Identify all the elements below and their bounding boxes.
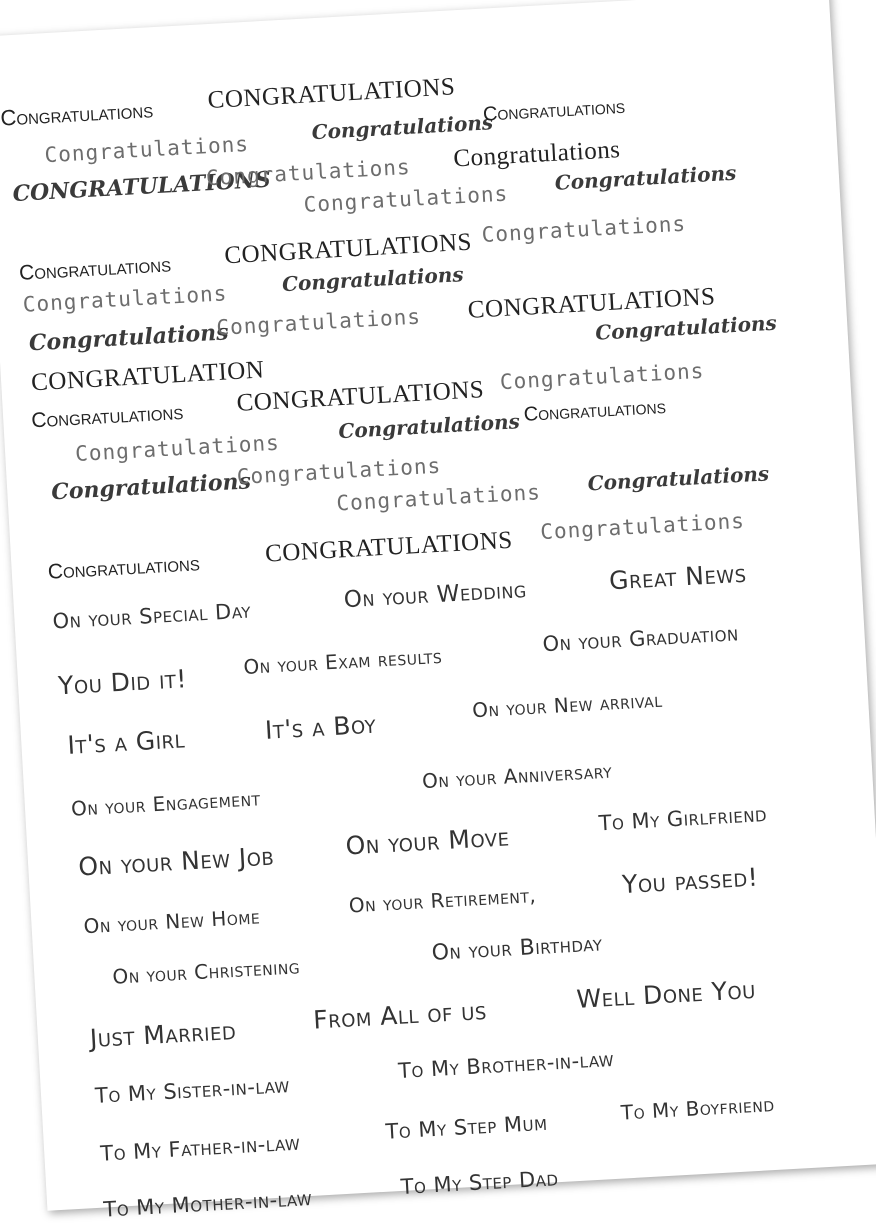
phrase-label: To My Brother-in-law [397, 1046, 615, 1083]
phrase-label: To My Sister-in-law [94, 1073, 291, 1108]
phrase-label: To My Step Mum [384, 1110, 549, 1144]
phrase-label: It's a Boy [264, 709, 377, 745]
phrase-label: On your Graduation [541, 621, 740, 657]
congrats-label: CONGRATULATIONS [223, 228, 473, 270]
congrats-label: Congratulations [74, 430, 281, 467]
congrats-label: Congratulations [30, 400, 184, 433]
phrase-label: You passed! [621, 862, 759, 900]
phrase-label: Well Done You [575, 974, 757, 1014]
congrats-label: Congratulations [539, 508, 746, 545]
phrase-label: To My Girlfriend [598, 801, 768, 836]
phrase-label: To My Step Dad [400, 1166, 560, 1199]
phrase-label: Great News [608, 558, 748, 596]
congrats-label: Congratulations [335, 480, 542, 516]
congrats-label: Congratulations [554, 160, 737, 195]
phrase-label: On your Engagement [70, 786, 262, 821]
congrats-label: Congratulations [205, 154, 412, 191]
congrats-label: Congratulations [594, 310, 778, 345]
congrats-label: CONGRATULATIONS [264, 526, 514, 568]
congrats-label: Congratulations [50, 468, 252, 506]
phrase-label: To My Boyfriend [620, 1092, 776, 1125]
phrase-label: On your New Job [77, 841, 275, 882]
congrats-label: Congratulations [215, 304, 422, 340]
congrats-label: Congratulations [523, 395, 667, 426]
congrats-label: Congratulations [587, 461, 770, 496]
congrats-label: Congratulations [43, 131, 250, 168]
phrase-label: On your Wedding [343, 577, 528, 614]
congrats-label: Congratulations [303, 181, 509, 217]
congrats-label: CONGRATULATIONS [467, 283, 717, 324]
phrase-label: To My Father-in-law [99, 1130, 301, 1166]
congrats-label: Congratulations [452, 136, 622, 173]
congrats-label: Congratulations [499, 358, 705, 395]
congrats-label: CONGRATULATIONS [11, 166, 272, 208]
phrase-label: On your Special Day [51, 598, 252, 634]
congrats-label: Congratulations [337, 409, 521, 444]
phrase-label: On your Birthday [431, 931, 604, 966]
phrase-label: It's a Girl [66, 724, 186, 760]
phrase-label: On your Move [344, 822, 511, 861]
congrats-label: Congratulations [281, 262, 465, 297]
congrats-label: Congratulations [47, 552, 201, 584]
phrase-label: On your Christening [111, 954, 301, 989]
phrase-label: You Did it! [57, 664, 188, 701]
phrase-label: On your Exam results [242, 643, 443, 679]
congrats-label: Congratulations [481, 211, 687, 247]
congrats-label: Congratulations [311, 110, 494, 145]
congrats-label: Congratulations [0, 97, 154, 131]
phrase-label: On your Retirement, [348, 883, 537, 918]
phrase-label: On your New arrival [471, 687, 664, 723]
congrats-label: CONGRATULATION [30, 356, 266, 397]
congrats-label: Congratulations [236, 453, 442, 490]
phrase-label: To My Mother-in-law [102, 1185, 313, 1222]
congrats-label: Congratulations [22, 281, 228, 317]
congrats-label: CONGRATULATIONS [207, 73, 456, 115]
congrats-label: Congratulations [482, 95, 626, 126]
phrase-label: On your Anniversary [421, 758, 613, 794]
congrats-label: Congratulations [28, 319, 230, 357]
congrats-label: Congratulations [18, 253, 172, 285]
phrase-label: On your New Home [82, 904, 261, 939]
congrats-label: CONGRATULATIONS [235, 376, 485, 417]
phrase-label: From All of us [312, 995, 488, 1035]
phrase-label: Just Married [89, 1015, 237, 1054]
